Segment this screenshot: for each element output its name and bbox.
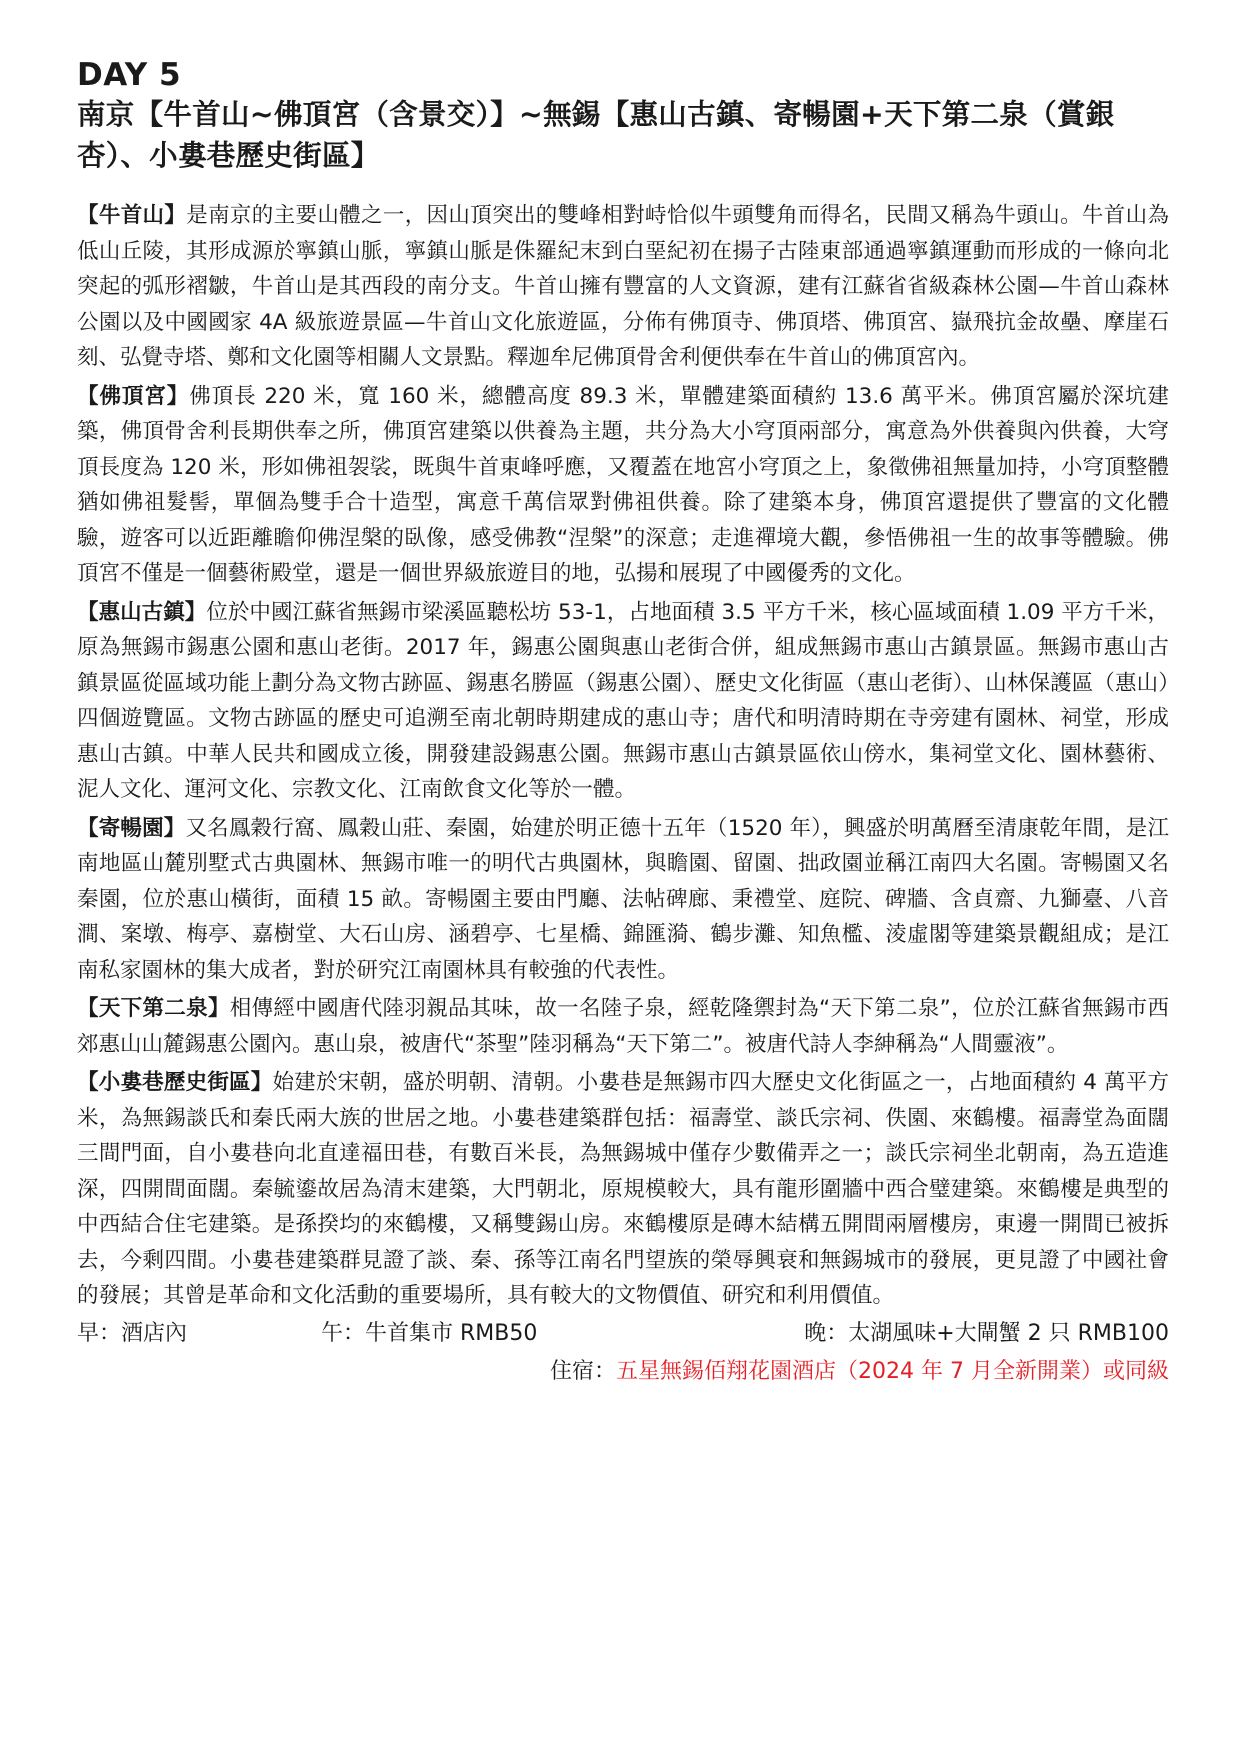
section-text: 位於中國江蘇省無錫市梁溪區聽松坊 53-1，占地面積 3.5 平方千米，核心區域面積 1.09 平方千米，原為無錫市錫惠公園和惠山老街。2017 年，錫惠公園與惠山老街合併，組成無錫市惠山古鎮景區。無錫市惠山古鎮景區從區域功能上劃分為文物古跡區、錫惠名勝區（錫惠公園）、歷史文化街區（惠山老街）、山林保護區（惠山）四個遊覽區。文物古跡區的歷史可追溯至南北朝時期建成的惠山寺；唐代和明清時期在寺旁建有園林、祠堂，形成惠山古鎮。中華人民共和國成立後，開發建設錫惠公園。無錫市惠山古鎮景區依山傍水，集祠堂文化、園林藝術、泥人文化、運河文化、宗教文化、江南飲食文化等於一體。	[77, 599, 1169, 802]
route-title: 南京【牛首山~佛頂宮（含景交）】~無錫【惠山古鎮、寄暢園+天下第二泉（賞銀杏）、小婁巷歷史街區】	[77, 98, 1115, 172]
section-head: 【惠山古鎮】	[77, 599, 207, 625]
lodging-label: 住宿：	[550, 1358, 617, 1384]
section-huishan-town	[77, 595, 1169, 808]
section-second-spring	[77, 991, 1169, 1062]
section-text: 佛頂長 220 米，寬 160 米，總體高度 89.3 米，單體建築面積約 13.6 萬平米。佛頂宮屬於深坑建築，佛頂骨舍利長期供奉之所，佛頂宮建築以供養為主題，共分為大小穹頂兩部分，寓意為外供養與內供養，大穹頂長度為 120 米，形如佛祖袈裟，既與牛首東峰呼應，又覆蓋在地宮小穹頂之上，象徵佛祖無量加持，小穹頂整體猶如佛祖髮髻，單個為雙手合十造型，寓意千萬信眾對佛祖供養。除了建築本身，佛頂宮還提供了豐富的文化體驗，遊客可以近距離瞻仰佛涅槃的臥像，感受佛教“涅槃”的深意；走進禪境大觀，參悟佛祖一生的故事等體驗。佛頂宮不僅是一個藝術殿堂，還是一個世界級旅遊目的地，弘揚和展現了中國優秀的文化。	[77, 383, 1169, 586]
lunch-info: 午：牛首集市 RMB50	[321, 1320, 538, 1346]
hotel-name: 五星無錫佰翔花園酒店（2024 年 7 月全新開業）或同級	[616, 1358, 1169, 1384]
section-jichang-garden	[77, 811, 1169, 989]
section-xiaolou-lane	[77, 1065, 1169, 1314]
section-fodinggong	[77, 379, 1169, 592]
itinerary-page	[77, 56, 1169, 1389]
section-text: 是南京的主要山體之一，因山頂突出的雙峰相對峙恰似牛頭雙角而得名，民間又稱為牛頭山。牛首山為低山丘陵，其形成源於寧鎮山脈，寧鎮山脈是侏羅紀末到白堊紀初在揚子古陸東部通過寧鎮運動而形成的一條向北突起的弧形褶皺，牛首山是其西段的南分支。牛首山擁有豐富的人文資源，建有江蘇省省級森林公園—牛首山森林公園以及中國國家 4A 級旅遊景區—牛首山文化旅遊區，分佈有佛頂寺、佛頂塔、佛頂宮、嶽飛抗金故壘、摩崖石刻、弘覺寺塔、鄭和文化園等相關人文景點。釋迦牟尼佛頂骨舍利便供奉在牛首山的佛頂宮內。	[77, 203, 1169, 370]
meals-row	[77, 1317, 1169, 1351]
section-head: 【小婁巷歷史街區】	[77, 1070, 273, 1095]
section-head: 【牛首山】	[77, 203, 187, 228]
section-head: 【天下第二泉】	[77, 996, 230, 1021]
lodging-row	[77, 1355, 1169, 1389]
dinner-info: 晚：太湖風味+大閘蟹 2 只 RMB100	[804, 1320, 1169, 1346]
day-heading: DAY 5	[77, 57, 182, 93]
section-text: 相傳經中國唐代陸羽親品其味，故一名陸子泉，經乾隆禦封為“天下第二泉”，位於江蘇省無錫市西郊惠山山麓錫惠公園內。惠山泉，被唐代“茶聖”陸羽稱為“天下第二”。被唐代詩人李紳稱為“人間靈液”。	[77, 996, 1169, 1057]
section-head: 【佛頂宮】	[77, 383, 190, 409]
section-head: 【寄暢園】	[77, 815, 186, 841]
breakfast-info: 早：酒店內	[77, 1320, 188, 1346]
section-niushoushan	[77, 198, 1169, 376]
section-text: 始建於宋朝，盛於明朝、清朝。小婁巷是無錫市四大歷史文化街區之一，占地面積約 4 萬平方米，為無錫談氏和秦氏兩大族的世居之地。小婁巷建築群包括：福壽堂、談氏宗祠、佚園、來鶴樓。福壽堂為面闊三間門面，自小婁巷向北直達福田巷，有數百米長，為無錫城中僅存少數備弄之一；談氏宗祠坐北朝南，為五造進深，四開間面闊。秦毓鎏故居為清末建築，大門朝北，原規模較大，具有龍形圍牆中西合璧建築。來鶴樓是典型的中西結合住宅建築。是孫揆均的來鶴樓，又稱雙錫山房。來鶴樓原是磚木結構五開間兩層樓房，東邊一開間已被拆去，今剩四間。小婁巷建築群見證了談、秦、孫等江南名門望族的榮辱興衰和無錫城市的發展，更見證了中國社會的發展；其曾是革命和文化活動的重要場所，具有較大的文物價值、研究和利用價值。	[77, 1070, 1169, 1308]
section-text: 又名鳳穀行窩、鳳穀山莊、秦園，始建於明正德十五年（1520 年），興盛於明萬曆至清康乾年間，是江南地區山麓別墅式古典園林、無錫市唯一的明代古典園林，與瞻園、留園、拙政園並稱江南四大名園。寄暢園又名秦園，位於惠山橫街，面積 15 畝。寄暢園主要由門廳、法帖碑廊、秉禮堂、庭院、碑牆、含貞齋、九獅臺、八音澗、案墩、梅亭、嘉樹堂、大石山房、涵碧亭、七星橋、錦匯漪、鶴步灘、知魚檻、淩虛閣等建築景觀組成；是江南私家園林的集大成者，對於研究江南園林具有較強的代表性。	[77, 815, 1169, 983]
